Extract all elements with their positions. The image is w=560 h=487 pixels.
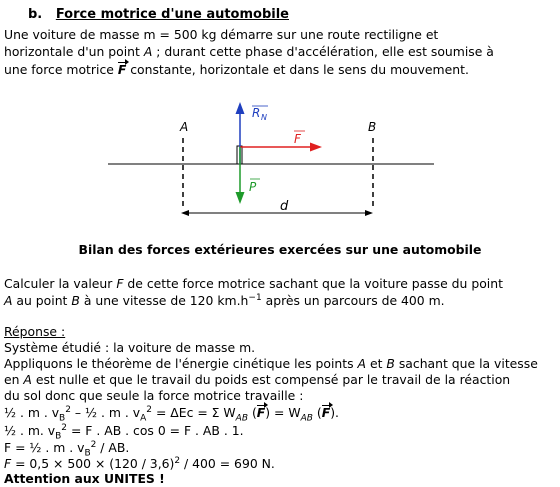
intro-line-1: Une voiture de masse m = 500 kg démarre sur une route rectiligne et — [4, 27, 439, 42]
label-a: A — [180, 120, 189, 134]
label-d: d — [280, 199, 289, 214]
equation-4: F = 0,5 × 500 × (120 / 3,6)$^2$ / 400 = 690 N. — [4, 455, 275, 471]
intro-line-3: une force motrice F constante, horizontale et dans le sens du mouvement. — [4, 62, 469, 77]
answer-system: Système étudié : la voiture de masse m. — [4, 340, 256, 355]
label-rn: R — [252, 106, 261, 120]
question-line-2: A au point B à une vitesse de 120 $km.h^{-1}$ après un parcours de 400 m. — [4, 292, 445, 308]
point-a: A — [143, 44, 153, 59]
answer-para-1: Appliquons le théorème de l'énergie cinétique les points A et B sachant que la vitesse — [4, 356, 538, 371]
label-b: B — [368, 120, 377, 134]
label-f: F — [294, 132, 301, 146]
force-diagram — [100, 96, 440, 226]
equation-3: F = ½ . m . $v_B^2$ / AB. — [4, 439, 130, 459]
answer-label: Réponse : — [4, 324, 66, 339]
intro-line-2: horizontale d'un point A ; durant cette phase d'accélération, elle est soumise à — [4, 44, 494, 59]
force-vector-f: F — [117, 62, 127, 77]
section-marker: b. — [28, 7, 43, 22]
label-p: P — [249, 180, 257, 194]
answer-para-3: du sol donc que seule la force motrice travaille : — [4, 388, 304, 403]
section-heading — [28, 7, 289, 22]
equation-2: ½ . m. $v_B^2 = F$ . AB . cos 0 = F . AB . 1. — [4, 422, 244, 442]
section-title: Force motrice d'une automobile — [55, 7, 290, 22]
units-warning: Attention aux UNITES ! — [4, 471, 165, 486]
question-line-1: Calculer la valeur F de cette force motrice sachant que la voiture passe du point — [4, 276, 503, 291]
figure-caption: Bilan des forces extérieures exercées sur une automobile — [78, 242, 482, 257]
label-rn-sub: N — [261, 113, 267, 122]
answer-para-2: en A est nulle et que le travail du poids est compensé par le travail de la réaction — [4, 372, 511, 387]
equation-1: ½ . m . $v_B^2$ – ½ . m . $v_A^2 = \Delta Ec = \Sigma$ $W_{AB}$ $(F) = W_{AB}$ (F). — [4, 404, 339, 424]
